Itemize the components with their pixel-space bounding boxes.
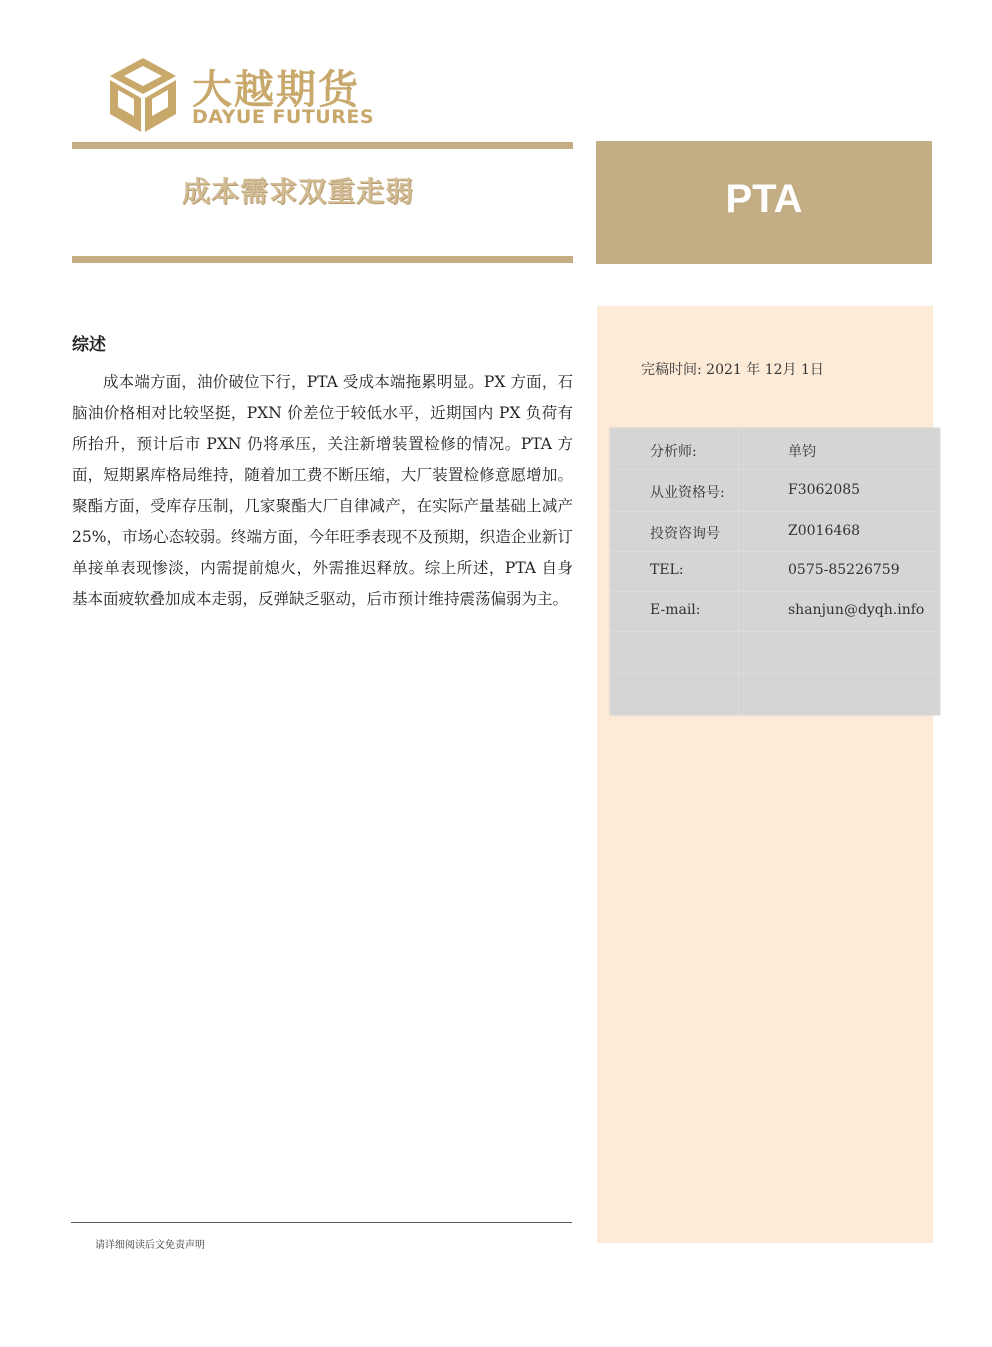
- tel-label: TEL:: [650, 562, 684, 578]
- qualification-value: F3062085: [788, 482, 861, 498]
- analyst-info-table: [610, 428, 940, 715]
- summary-body: 成本端方面，油价破位下行，PTA 受成本端拖累明显。PX 方面，石脑油价格相对比较坚挺，PXN 价差位于较低水平，近期国内 PX 负荷有所抬升，预计后市 PXN 仍将承压，关注新增装置检修的情况。PTA 方面，短期累库格局维持，随着加工费不断压缩，大厂装置检修意愿增加。聚酯方面，受库存压制，几家聚酯大厂自律减产，在实际产量基础上减产 25%，市场心态较弱。终端方面，今年旺季表现不及预期，织造企业新订单接单表现惨淡，内需提前熄火，外需推迟释放。综上所述，PTA 自身基本面疲软叠加成本走弱，反弹缺乏驱动，后市预计维持震荡偏弱为主。: [72, 373, 573, 608]
- footer-rule: [71, 1222, 572, 1223]
- completion-date: 完稿时间: 2021 年 12月 1日: [641, 362, 824, 378]
- cube-logo-icon: [108, 56, 178, 134]
- table-divider: [610, 673, 940, 674]
- brand-logo: [108, 56, 378, 136]
- brand-name-cn: 大越期货: [192, 67, 360, 113]
- email-value: shanjun@dyqh.info: [788, 602, 925, 618]
- analyst-value: 单钧: [788, 444, 816, 460]
- table-divider: [610, 511, 940, 512]
- title-rule-bottom: [72, 256, 573, 263]
- consult-number-label: 投资咨询号: [650, 526, 720, 542]
- email-label: E-mail:: [650, 602, 701, 618]
- tel-value: 0575-85226759: [788, 562, 900, 578]
- table-divider: [738, 428, 739, 715]
- consult-number-value: Z0016468: [788, 523, 861, 539]
- summary-heading: 综述: [72, 335, 106, 355]
- table-divider: [610, 591, 940, 592]
- analyst-label: 分析师:: [650, 444, 697, 460]
- qualification-label: 从业资格号:: [650, 485, 725, 501]
- report-title: 成本需求双重走弱: [182, 175, 415, 208]
- commodity-banner: [596, 141, 932, 264]
- title-rule-top: [72, 142, 573, 149]
- brand-name-en: DAYUE FUTURES: [192, 106, 375, 128]
- table-divider: [610, 469, 940, 470]
- footer-disclaimer: 请详细阅读后文免责声明: [95, 1240, 205, 1251]
- table-divider: [610, 551, 940, 552]
- commodity-label: PTA: [725, 177, 803, 221]
- table-divider: [610, 631, 940, 632]
